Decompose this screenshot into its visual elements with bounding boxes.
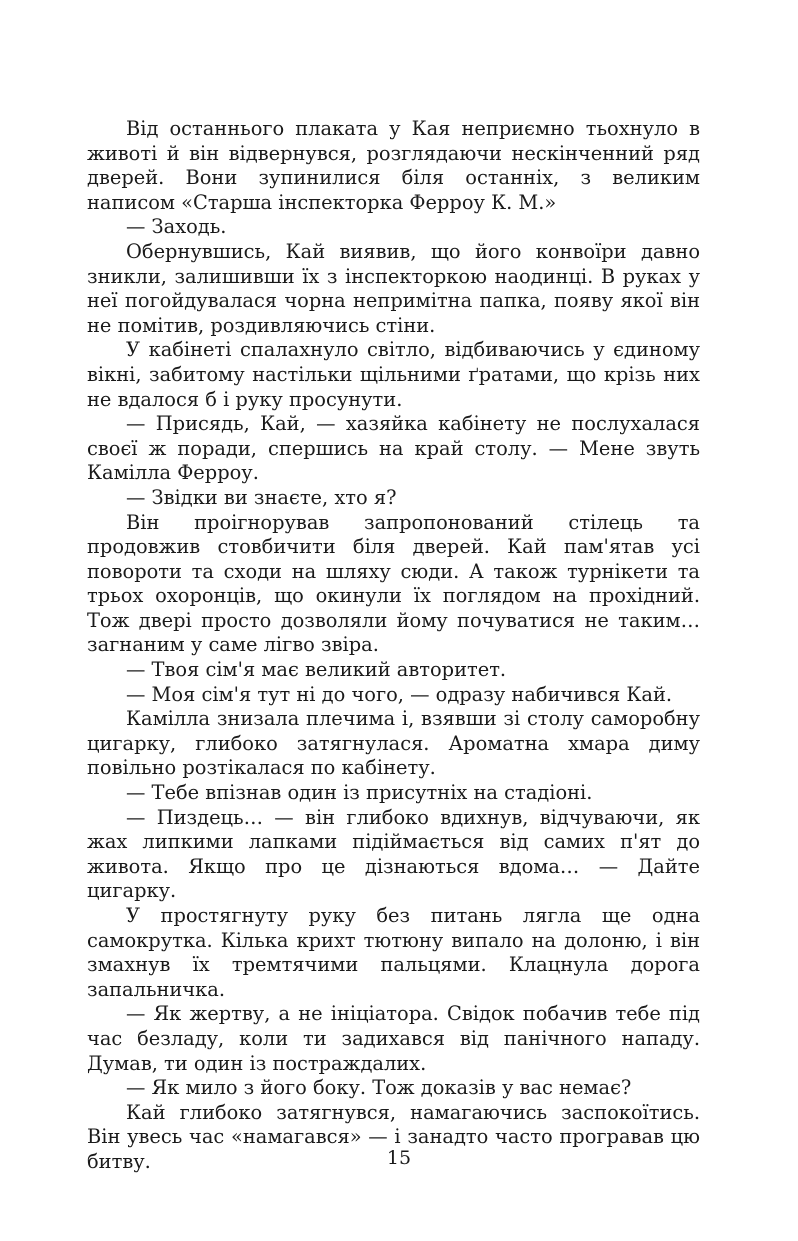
paragraph: Камілла знизала плечима і, взявши зі столу саморобну цигарку, глибоко затягнулася. Ароматна хмара диму повільно розтікалася по кабінету. [87, 707, 700, 780]
paragraph: Кай глибоко затягнувся, намагаючись заспокоїтись. Він увесь час «намагався» — і занадто часто програвав цю битву. [87, 1100, 700, 1173]
paragraph: — Як жертву, а не ініціатора. Свідок побачив тебе під час безладу, коли ти задихався від панічного нападу. Думав, ти один із постраждалих. [87, 1002, 700, 1075]
paragraph: — Пиздець… — він глибоко вдихнув, відчуваючи, як жах липкими лапками підіймається від самих п'ят до живота. Якщо про це дізнаються вдома… — Дайте цигарку. [87, 805, 700, 903]
page-number: 15 [386, 1147, 412, 1169]
body-text [87, 117, 700, 1175]
paragraph: У кабінеті спалахнуло світло, відбиваючись у єдиному вікні, забитому настільки щільними ґратами, що крізь них не вдалося б і руку просунути. [87, 338, 700, 411]
paragraph: — Твоя сім'я має великий авторитет. [126, 658, 507, 682]
paragraph: — Тебе впізнав один із присутніх на стадіоні. [126, 781, 593, 805]
paragraph: — Присядь, Кай, — хазяйка кабінету не послухалася своєї ж поради, спершись на край столу. — Мене звуть Камілла Ферроу. [87, 412, 700, 485]
paragraph: — Моя сім'я тут ні до чого, — одразу набичився Кай. [126, 682, 673, 706]
paragraph: — Звідки ви знаєте, хто я? [126, 485, 397, 509]
paragraph: Він проігнорував запропонований стілець та продовжив стовбичити біля дверей. Кай пам'ятав усі повороти та сходи на шляху сюди. А також турнікети та трьох охоронців, що окинули їх поглядом на прохідний. Тож двері просто дозволяли йому почуватися не таким… загнаним у саме лігво звіра. [87, 510, 700, 657]
paragraph: Від останнього плаката у Кая неприємно тьохнуло в животі й він відвернувся, розглядаючи нескінченний ряд дверей. Вони зупинилися біля останніх, з великим написом «Старша інспекторка Ферроу К. М.» [87, 117, 700, 214]
paragraph: — Заходь. [126, 215, 227, 239]
paragraph: У простягнуту руку без питань лягла ще одна самокрутка. Кілька крихт тютюну випало на долоню, і він змахнув їх тремтячими пальцями. Клацнула дорога запальничка. [87, 904, 700, 1001]
paragraph: Обернувшись, Кай виявив, що його конвоїри давно зникли, залишивши їх з інспекторкою наодинці. В руках у неї погойдувалася чорна непримітна папка, появу якої він не помітив, роздивляючись стіни. [87, 239, 700, 337]
paragraph: — Як мило з його боку. Тож доказів у вас немає? [126, 1076, 632, 1100]
